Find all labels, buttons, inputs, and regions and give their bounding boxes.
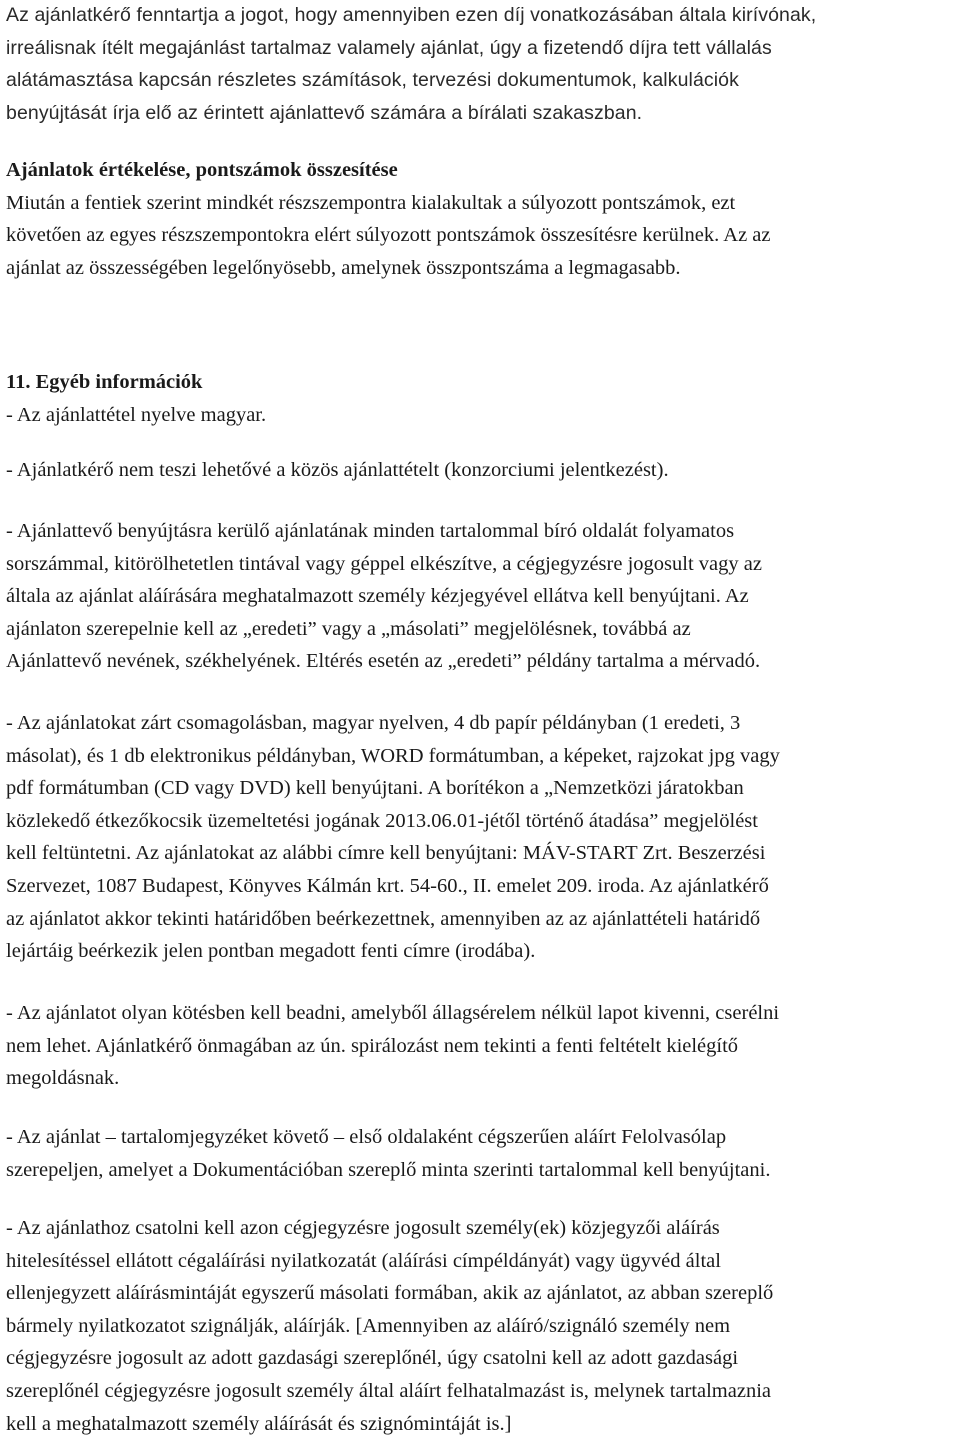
text-line: - Ajánlatkérő nem teszi lehetővé a közös ajánlattételt (konzorciumi jelentkezést). (6, 459, 669, 481)
submission-paragraph (6, 707, 780, 968)
text-line: alátámasztása kapcsán részletes számítások, tervezési dokumentumok, kalkulációk (6, 69, 739, 92)
text-line: Szervezet, 1087 Budapest, Könyves Kálmán krt. 54-60., II. emelet 209. iroda. Az ajánlatkérő (6, 874, 769, 897)
evaluation-section (6, 154, 771, 284)
text-line: Ajánlattevő nevének, székhelyének. Eltérés esetén az „eredeti” példány tartalma a mérvadó. (6, 650, 761, 673)
text-line: cégjegyzésre jogosult az adott gazdasági szereplőnél, úgy csatolni kell az adott gazdasági (6, 1347, 739, 1370)
binding-paragraph (6, 997, 779, 1095)
text-line: szereplőnél cégjegyzésre jogosult személy által aláírt felhatalmazást is, melynek tartalmaznia (6, 1379, 771, 1402)
text-line: kell a meghatalmazott személy aláírását és szignómintáját is.] (6, 1412, 512, 1435)
text-line: - Ajánlattevő benyújtásra kerülő ajánlatának minden tartalommal bíró oldalát folyamatos (6, 520, 735, 542)
page-numbering-paragraph (6, 515, 762, 678)
text-line: - Az ajánlathoz csatolni kell azon cégjegyzésre jogosult személy(ek) közjegyzői aláírás (6, 1217, 720, 1239)
text-line: közlekedő étkezőkocsik üzemeltetési jogának 2013.06.01-jétől történő átadása” megjelölést (6, 809, 758, 832)
text-line: általa az ajánlat aláírására meghatalmazott személy kézjegyével ellátva kell benyújtani. Az (6, 585, 749, 608)
language-line: - Az ajánlattétel nyelve magyar. (6, 403, 267, 426)
text-line: követően az egyes részszempontokra elért súlyozott pontszámok összesítésre kerülnek. Az az (6, 224, 771, 247)
text-line: ellenjegyzett aláírásmintáját egyszerű másolati formában, akik az ajánlatot, az abban szereplő (6, 1282, 774, 1305)
text-line: kell feltüntetni. Az ajánlatokat az alábbi címre kell benyújtani: MÁV-START Zrt. Beszerzési (6, 842, 766, 865)
section-11-heading: 11. Egyéb információk (6, 371, 203, 393)
section-11 (6, 366, 266, 431)
text-line: - Az ajánlatot olyan kötésben kell beadni, amelyből állagsérelem nélkül lapot kivenni, cserélni (6, 1002, 780, 1024)
text-line: - Az ajánlat – tartalomjegyzéket követő – első oldalaként cégszerűen aláírt Felolvasólap (6, 1126, 727, 1148)
consortium-paragraph (6, 454, 669, 487)
reading-sheet-paragraph (6, 1121, 770, 1186)
text-line: irreálisnak ítélt megajánlást tartalmaz valamely ajánlat, úgy a fizetendő díjra tett vállalás (6, 36, 772, 59)
text-line: bármely nyilatkozatot szignálják, aláírják. [Amennyiben az aláíró/szignáló személy nem (6, 1314, 731, 1337)
text-line: megoldásnak. (6, 1067, 120, 1090)
text-line: Az ajánlatkérő fenntartja a jogot, hogy amennyiben ezen díj vonatkozásában általa kirívónak, (6, 4, 817, 26)
text-line: másolat), és 1 db elektronikus példányban, WORD formátumban, a képeket, rajzokat jpg vagy (6, 744, 780, 767)
text-line: nem lehet. Ajánlatkérő önmagában az ún. spirálozást nem tekinti a fenti feltételt kielégítő (6, 1034, 739, 1057)
text-line: szerepeljen, amelyet a Dokumentációban szereplő minta szerinti tartalommal kell benyújtani. (6, 1158, 771, 1181)
text-line: az ajánlatot akkor tekinti határidőben beérkezettnek, amennyiben az az ajánlattételi határidő (6, 907, 761, 930)
text-line: - Az ajánlatokat zárt csomagolásban, magyar nyelven, 4 db papír példányban (1 eredeti, 3 (6, 712, 741, 734)
intro-paragraph (6, 0, 816, 129)
text-line: ajánlaton szerepelnie kell az „eredeti” vagy a „másolati” megjelölésnek, továbbá az (6, 617, 691, 640)
text-line: hitelesítéssel ellátott cégaláírási nyilatkozatát (aláírási címpéldányát) vagy ügyvéd által (6, 1249, 721, 1272)
signature-paragraph (6, 1212, 773, 1440)
text-line: benyújtását írja elő az érintett ajánlattevő számára a bírálati szakaszban. (6, 101, 643, 124)
evaluation-heading: Ajánlatok értékelése, pontszámok összesítése (6, 159, 398, 181)
text-line: Miután a fentiek szerint mindkét részszempontra kialakultak a súlyozott pontszámok, ezt (6, 191, 736, 214)
text-line: ajánlat az összességében legelőnyösebb, amelynek összpontszáma a legmagasabb. (6, 256, 681, 279)
text-line: pdf formátumban (CD vagy DVD) kell benyújtani. A borítékon a „Nemzetközi járatokban (6, 777, 744, 800)
text-line: lejártáig beérkezik jelen pontban megadott fenti címre (irodába). (6, 940, 536, 963)
text-line: sorszámmal, kitörölhetetlen tintával vagy géppel elkészítve, a cégjegyzésre jogosult vagy az (6, 552, 762, 575)
